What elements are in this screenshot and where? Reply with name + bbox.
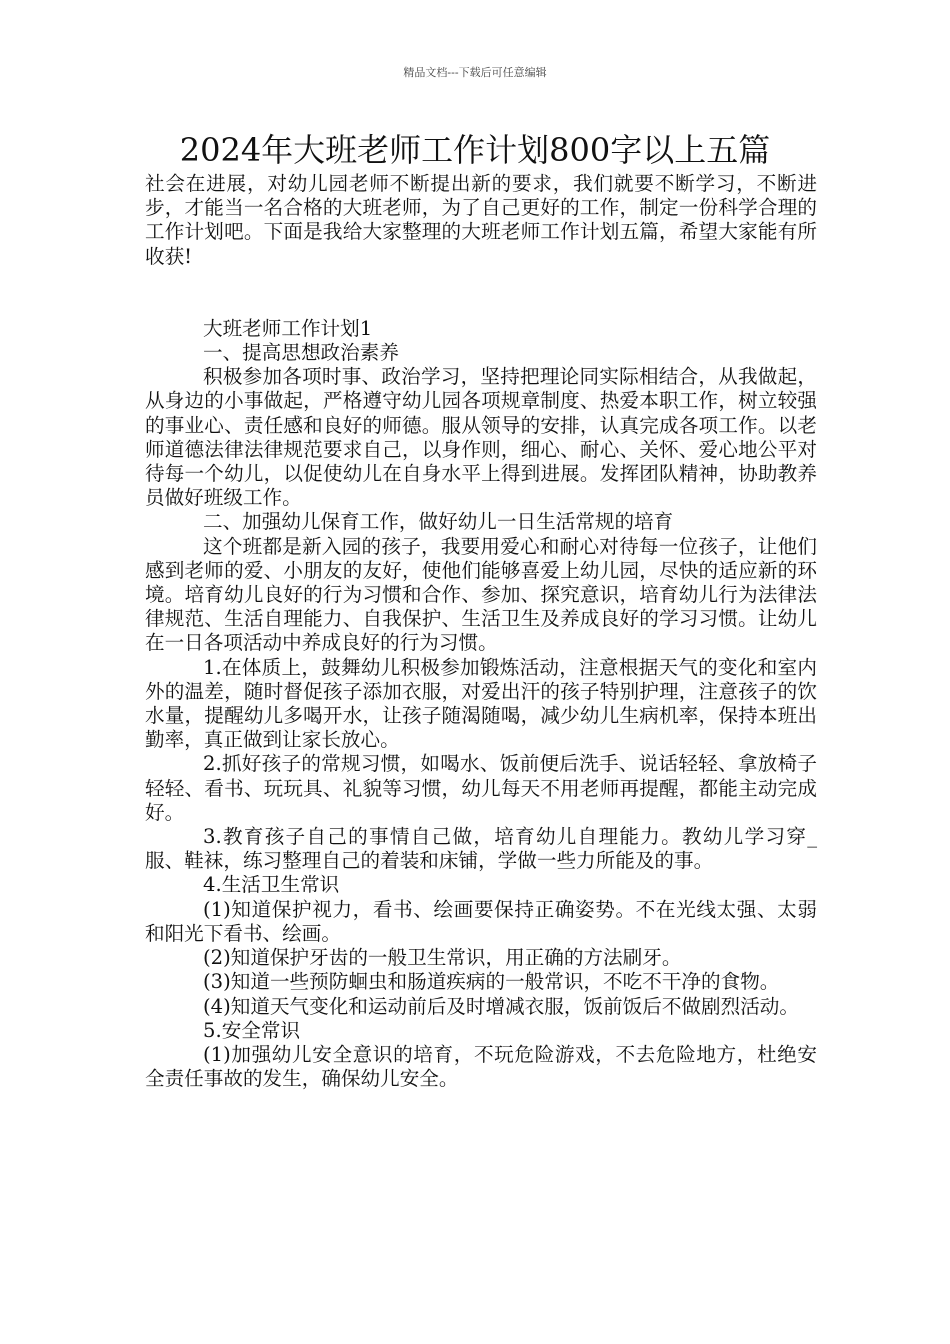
sub-list-item: (3)知道一些预防蛔虫和肠道疾病的一般常识，不吃不干净的食物。	[203, 970, 780, 994]
subheading: 一、提高思想政治素养	[203, 341, 399, 365]
spacer	[145, 269, 817, 317]
list-item: 1.在体质上，鼓舞幼儿积极参加锻炼活动，注意根据天气的变化和室内外的温差，随时督促孩子添加衣服，对爱出汗的孩子特别护理，注意孩子的饮水量，提醒幼儿多喝开水，让孩子随渴随喝，减少幼儿生病机率，保持本班出勤率，真正做到让家长放心。	[145, 655, 817, 752]
sub-list-item: (2)知道保护牙齿的一般卫生常识，用正确的方法刷牙。	[203, 946, 682, 970]
list-item: 5.安全常识	[203, 1018, 301, 1042]
paragraph: 积极参加各项时事、政治学习，坚持把理论同实际相结合，从我做起，从身边的小事做起，严格遵守幼儿园各项规章制度、热爱本职工作，树立较强的事业心、责任感和良好的师德。服从领导的安排，认真完成各项工作。以老师道德法律法律规范要求自己，以身作则，细心、耐心、关怀、爱心地公平对待每一个幼儿，以促使幼儿在自身水平上得到进展。发挥团队精神，协助教养员做好班级工作。	[145, 365, 817, 510]
list-item: 4.生活卫生常识	[203, 873, 340, 897]
intro-paragraph: 社会在进展，对幼儿园老师不断提出新的要求，我们就要不断学习，不断进步，才能当一名合格的大班老师，为了自己更好的工作，制定一份科学合理的工作计划吧。下面是我给大家整理的大班老师工作计划五篇，希望大家能有所收获!	[145, 172, 817, 268]
paragraph: 这个班都是新入园的孩子，我要用爱心和耐心对待每一位孩子，让他们感到老师的爱、小朋友的友好，使他们能够喜爱上幼儿园，尽快的适应新的环境。培育幼儿良好的行为习惯和合作、参加、探究意识，培育幼儿行为法律法律规范、生活自理能力、自我保护、生活卫生及养成良好的学习习惯。让幼儿在一日各项活动中养成良好的行为习惯。	[145, 534, 817, 655]
sub-list-item: (1)加强幼儿安全意识的培育，不玩危险游戏，不去危险地方，杜绝安全责任事故的发生，确保幼儿安全。	[145, 1042, 817, 1091]
list-item: 2.抓好孩子的常规习惯，如喝水、饭前便后洗手、说话轻轻、拿放椅子轻轻、看书、玩玩具、礼貌等习惯，幼儿每天不用老师再提醒，都能主动完成好。	[145, 752, 817, 824]
sub-list-item: (1)知道保护视力，看书、绘画要保持正确姿势。不在光线太强、太弱和阳光下看书、绘画。	[145, 897, 817, 945]
document-title: 2024年大班老师工作计划800字以上五篇	[179, 131, 771, 169]
sub-list-item: (4)知道天气变化和运动前后及时增减衣服，饭前饭后不做剧烈活动。	[203, 994, 799, 1018]
list-item: 3.教育孩子自己的事情自己做，培育幼儿自理能力。教幼儿学习穿_服、鞋袜，练习整理自己的着装和床铺，学做一些力所能及的事。	[145, 825, 817, 873]
header-note: 精品文档---下载后可任意编辑	[403, 66, 547, 79]
section-heading: 大班老师工作计划1	[203, 316, 373, 340]
subheading: 二、加强幼儿保育工作，做好幼儿一日生活常规的培育	[203, 510, 674, 534]
document-body	[145, 172, 817, 1091]
